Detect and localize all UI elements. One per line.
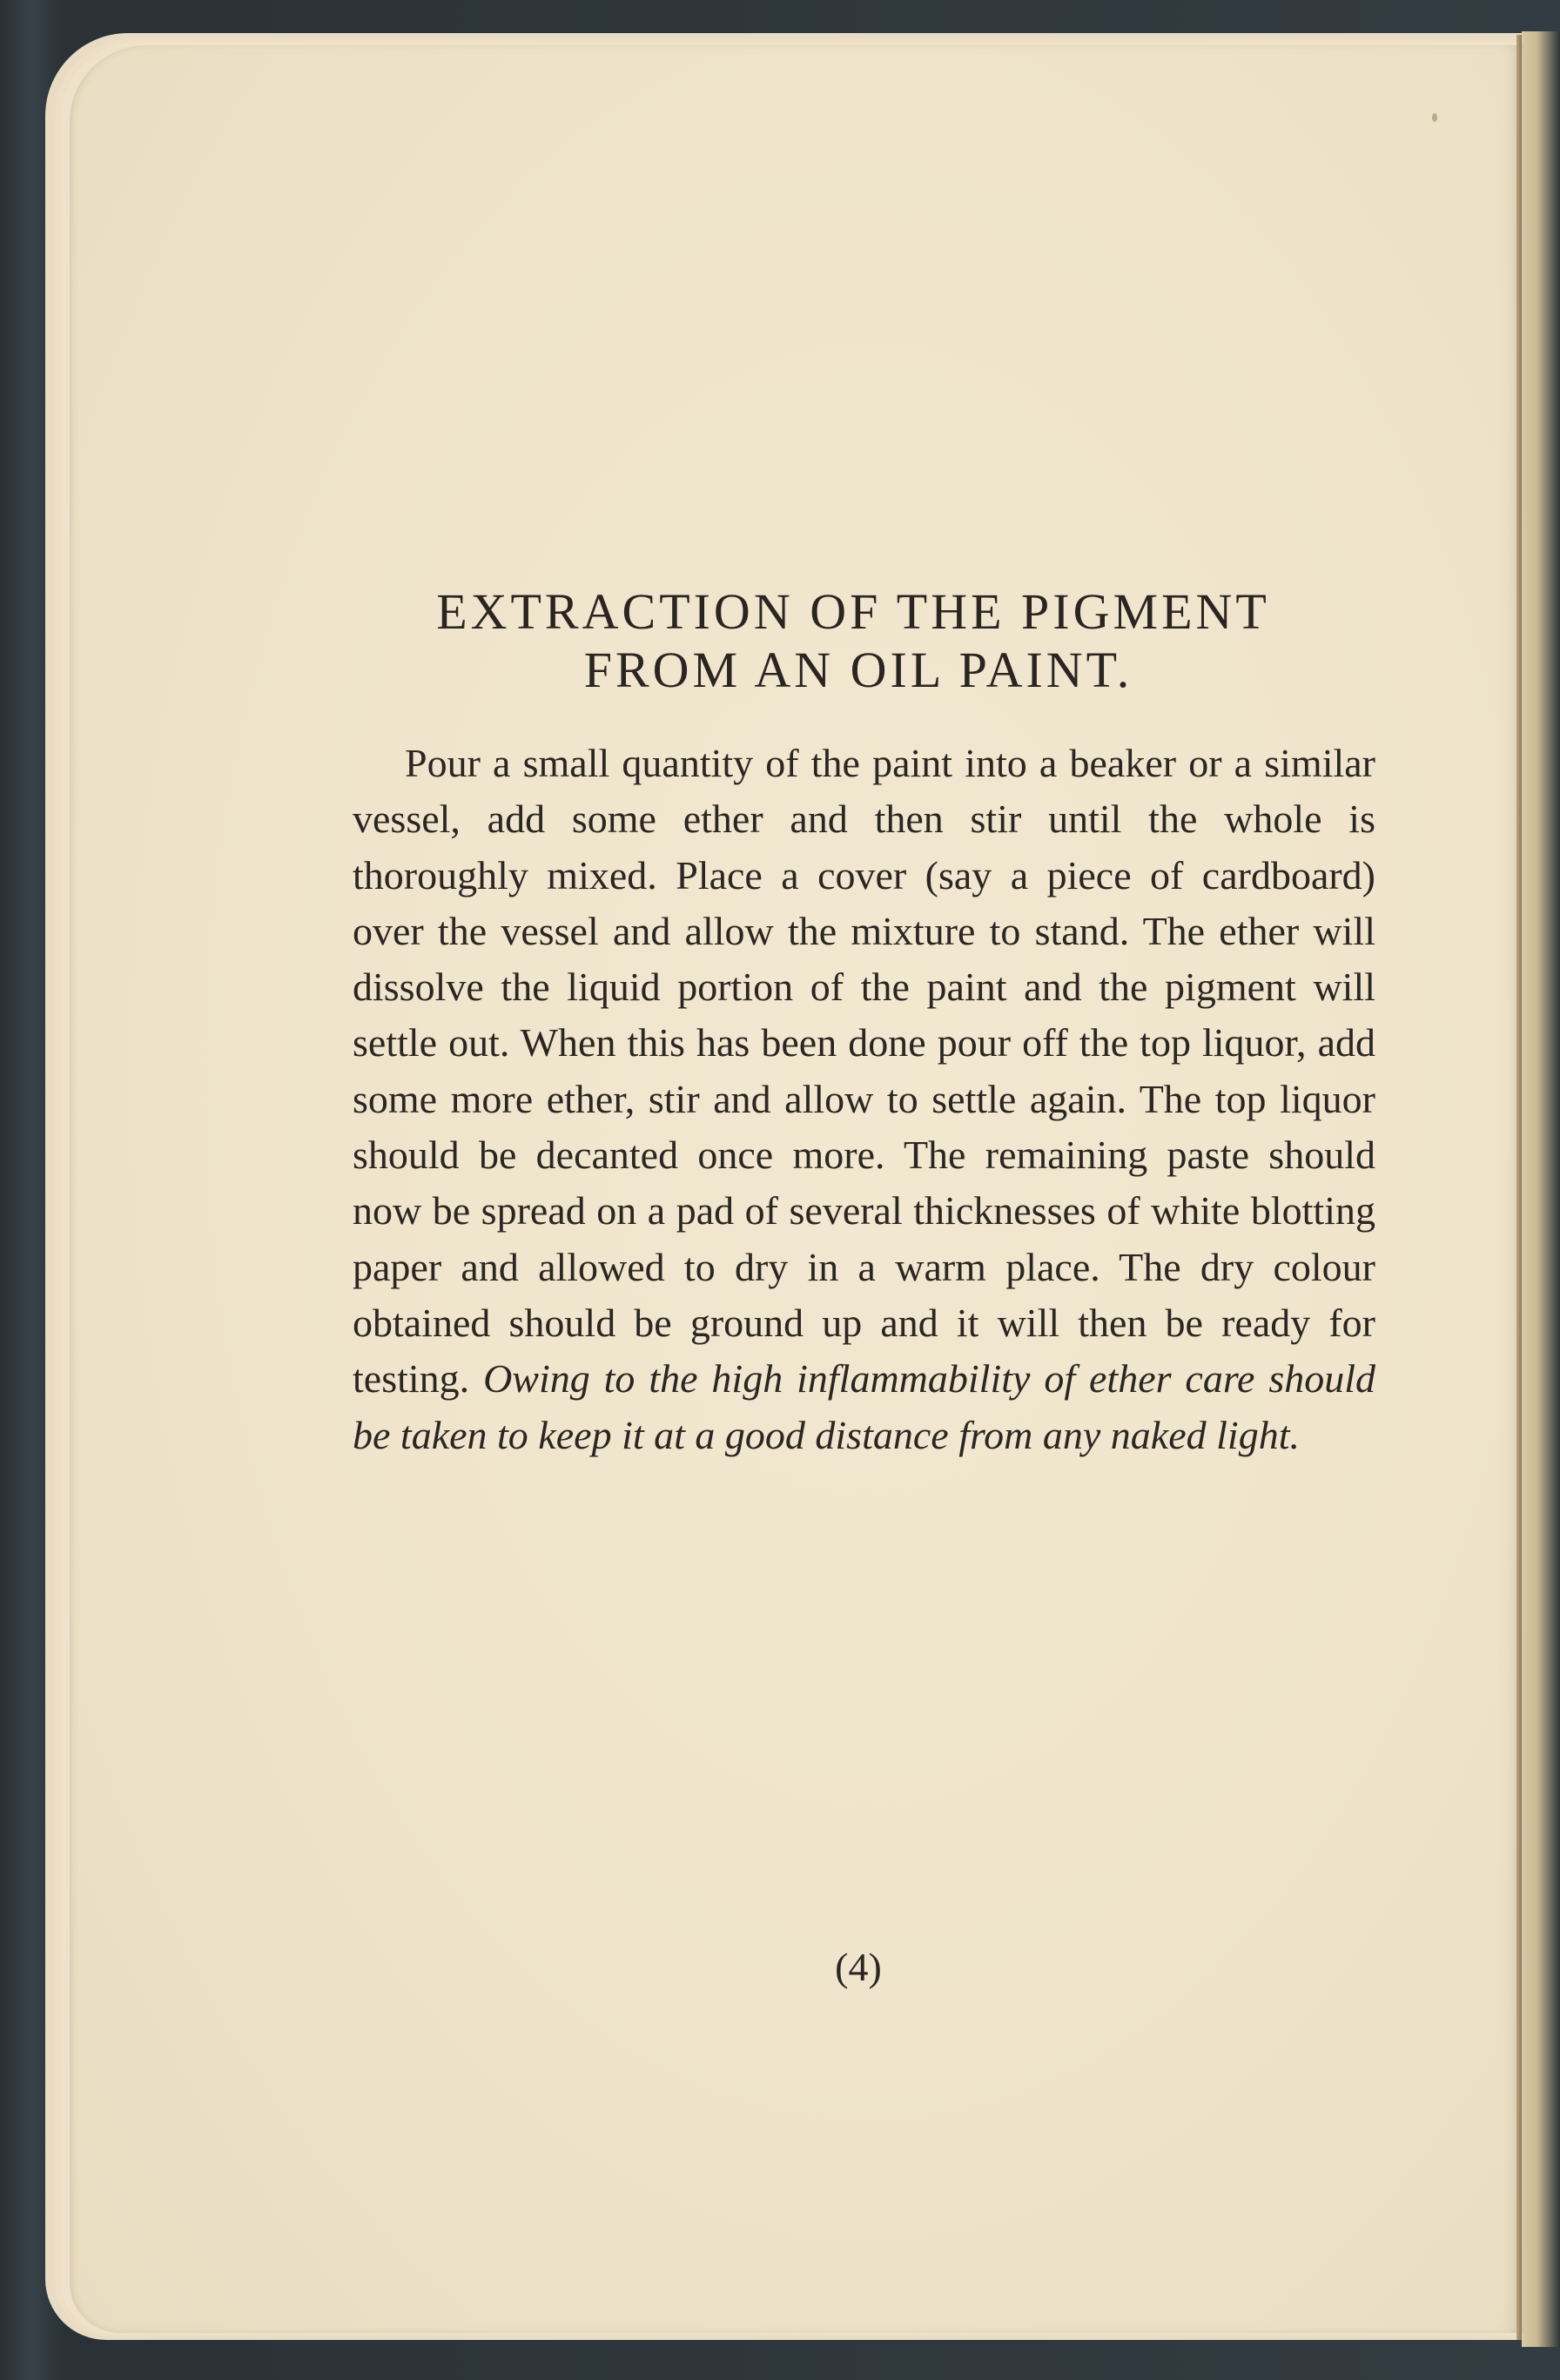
body-paragraph: [353, 736, 1375, 1463]
page-title-line-1: EXTRACTION OF THE PIGMENT: [436, 583, 1270, 640]
italic-warning-text: Owing to the high inflammability of ether care should be taken to keep it at a good distance from any naked light.: [353, 1356, 1376, 1457]
page-number: (4): [835, 1945, 882, 1989]
paragraph: [353, 736, 1375, 1463]
book-gutter: [1516, 35, 1522, 2340]
facing-page-edge: [1522, 31, 1560, 2347]
page-title-line-2: FROM AN OIL PAINT.: [583, 642, 1133, 698]
paper-speck: [1432, 113, 1437, 122]
paragraph-text: Pour a small quantity of the paint into a beaker or a similar vessel, add some ether and then stir until the whole is thoroughly mixed. Place a cover (say a piece of cardboard) over the vessel and allow the mixture to stand. The ether will dissolve the liquid portion of the paint and the pigment will settle out. When this has been done pour off the top liquor, add some more ether, stir and allow to settle again. The top liquor should be decanted once more. The remaining paste should now be spread on a pad of several thicknesses of white blotting paper and allowed to dry in a warm place. The dry colour obtained should be ground up and it will then be ready for testing.: [353, 741, 1375, 1402]
